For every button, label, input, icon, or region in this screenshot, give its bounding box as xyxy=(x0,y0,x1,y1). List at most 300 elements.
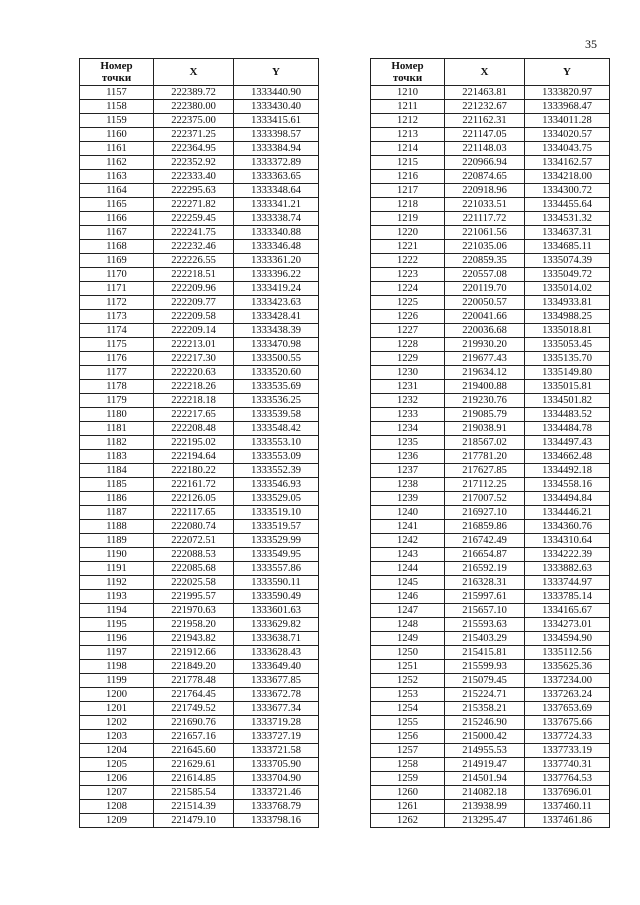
x-coordinate-cell: 221912.66 xyxy=(154,646,234,660)
y-coordinate-cell: 1335049.72 xyxy=(525,268,610,282)
table-row xyxy=(80,478,319,492)
point-number-cell: 1207 xyxy=(80,786,154,800)
x-coordinate-cell: 222226.55 xyxy=(154,254,234,268)
point-number-cell: 1191 xyxy=(80,562,154,576)
point-number-cell: 1167 xyxy=(80,226,154,240)
table-row xyxy=(371,436,610,450)
header-x: X xyxy=(445,59,525,86)
y-coordinate-cell: 1333519.57 xyxy=(234,520,319,534)
table-row xyxy=(80,240,319,254)
point-number-cell: 1179 xyxy=(80,394,154,408)
x-coordinate-cell: 222085.68 xyxy=(154,562,234,576)
point-number-cell: 1246 xyxy=(371,590,445,604)
y-coordinate-cell: 1337696.01 xyxy=(525,786,610,800)
y-coordinate-cell: 1333520.60 xyxy=(234,366,319,380)
point-number-cell: 1229 xyxy=(371,352,445,366)
x-coordinate-cell: 218567.02 xyxy=(445,436,525,450)
x-coordinate-cell: 222209.77 xyxy=(154,296,234,310)
point-number-cell: 1213 xyxy=(371,128,445,142)
y-coordinate-cell: 1333535.69 xyxy=(234,380,319,394)
table-row xyxy=(80,212,319,226)
y-coordinate-cell: 1334483.52 xyxy=(525,408,610,422)
x-coordinate-cell: 221958.20 xyxy=(154,618,234,632)
y-coordinate-cell: 1333440.90 xyxy=(234,86,319,100)
point-number-cell: 1262 xyxy=(371,814,445,828)
point-number-cell: 1205 xyxy=(80,758,154,772)
x-coordinate-cell: 221033.51 xyxy=(445,198,525,212)
x-coordinate-cell: 222218.18 xyxy=(154,394,234,408)
point-number-cell: 1225 xyxy=(371,296,445,310)
table-body-right xyxy=(371,86,610,828)
y-coordinate-cell: 1337675.66 xyxy=(525,716,610,730)
point-number-cell: 1218 xyxy=(371,198,445,212)
y-coordinate-cell: 1333548.42 xyxy=(234,422,319,436)
point-number-cell: 1242 xyxy=(371,534,445,548)
y-coordinate-cell: 1334494.84 xyxy=(525,492,610,506)
x-coordinate-cell: 215415.81 xyxy=(445,646,525,660)
y-coordinate-cell: 1333546.93 xyxy=(234,478,319,492)
point-number-cell: 1228 xyxy=(371,338,445,352)
header-point-number xyxy=(371,59,445,86)
table-row xyxy=(371,184,610,198)
point-number-cell: 1192 xyxy=(80,576,154,590)
table-row xyxy=(371,100,610,114)
x-coordinate-cell: 221585.54 xyxy=(154,786,234,800)
point-number-cell: 1244 xyxy=(371,562,445,576)
point-number-cell: 1201 xyxy=(80,702,154,716)
x-coordinate-cell: 216328.31 xyxy=(445,576,525,590)
x-coordinate-cell: 219677.43 xyxy=(445,352,525,366)
x-coordinate-cell: 222380.00 xyxy=(154,100,234,114)
x-coordinate-cell: 220050.57 xyxy=(445,296,525,310)
point-number-cell: 1190 xyxy=(80,548,154,562)
y-coordinate-cell: 1334594.90 xyxy=(525,632,610,646)
y-coordinate-cell: 1333727.19 xyxy=(234,730,319,744)
x-coordinate-cell: 220557.08 xyxy=(445,268,525,282)
x-coordinate-cell: 220918.96 xyxy=(445,184,525,198)
table-row xyxy=(371,688,610,702)
y-coordinate-cell: 1334492.18 xyxy=(525,464,610,478)
x-coordinate-cell: 220041.66 xyxy=(445,310,525,324)
point-number-cell: 1252 xyxy=(371,674,445,688)
y-coordinate-cell: 1333768.79 xyxy=(234,800,319,814)
x-coordinate-cell: 221970.63 xyxy=(154,604,234,618)
table-row xyxy=(80,800,319,814)
table-row xyxy=(371,618,610,632)
y-coordinate-cell: 1333428.41 xyxy=(234,310,319,324)
y-coordinate-cell: 1334637.31 xyxy=(525,226,610,240)
table-row xyxy=(371,576,610,590)
point-number-cell: 1247 xyxy=(371,604,445,618)
table-row xyxy=(371,422,610,436)
y-coordinate-cell: 1333529.05 xyxy=(234,492,319,506)
table-row xyxy=(80,100,319,114)
y-coordinate-cell: 1337234.00 xyxy=(525,674,610,688)
x-coordinate-cell: 215403.29 xyxy=(445,632,525,646)
point-number-cell: 1227 xyxy=(371,324,445,338)
point-number-cell: 1260 xyxy=(371,786,445,800)
point-number-cell: 1234 xyxy=(371,422,445,436)
point-number-cell: 1250 xyxy=(371,646,445,660)
x-coordinate-cell: 222259.45 xyxy=(154,212,234,226)
table-row xyxy=(371,366,610,380)
x-coordinate-cell: 222080.74 xyxy=(154,520,234,534)
table-row xyxy=(371,660,610,674)
y-coordinate-cell: 1333552.39 xyxy=(234,464,319,478)
point-number-cell: 1256 xyxy=(371,730,445,744)
point-number-cell: 1235 xyxy=(371,436,445,450)
point-number-cell: 1181 xyxy=(80,422,154,436)
x-coordinate-cell: 221479.10 xyxy=(154,814,234,828)
point-number-cell: 1226 xyxy=(371,310,445,324)
x-coordinate-cell: 221162.31 xyxy=(445,114,525,128)
point-number-cell: 1222 xyxy=(371,254,445,268)
table-row xyxy=(371,464,610,478)
y-coordinate-cell: 1333638.71 xyxy=(234,632,319,646)
x-coordinate-cell: 217627.85 xyxy=(445,464,525,478)
point-number-cell: 1230 xyxy=(371,366,445,380)
table-row xyxy=(80,744,319,758)
point-number-cell: 1210 xyxy=(371,86,445,100)
x-coordinate-cell: 221232.67 xyxy=(445,100,525,114)
table-row xyxy=(80,366,319,380)
table-row xyxy=(371,296,610,310)
x-coordinate-cell: 222220.63 xyxy=(154,366,234,380)
x-coordinate-cell: 219930.20 xyxy=(445,338,525,352)
table-row xyxy=(371,492,610,506)
table-row xyxy=(80,114,319,128)
y-coordinate-cell: 1333398.57 xyxy=(234,128,319,142)
point-number-cell: 1186 xyxy=(80,492,154,506)
table-row xyxy=(371,338,610,352)
table-row xyxy=(371,674,610,688)
point-number-cell: 1193 xyxy=(80,590,154,604)
x-coordinate-cell: 222295.63 xyxy=(154,184,234,198)
table-row xyxy=(80,450,319,464)
y-coordinate-cell: 1333719.28 xyxy=(234,716,319,730)
x-coordinate-cell: 222126.05 xyxy=(154,492,234,506)
x-coordinate-cell: 222161.72 xyxy=(154,478,234,492)
point-number-cell: 1163 xyxy=(80,170,154,184)
table-row xyxy=(371,282,610,296)
table-row xyxy=(371,268,610,282)
y-coordinate-cell: 1333820.97 xyxy=(525,86,610,100)
table-row xyxy=(80,86,319,100)
point-number-cell: 1255 xyxy=(371,716,445,730)
table-row xyxy=(80,352,319,366)
table-row xyxy=(371,632,610,646)
x-coordinate-cell: 213938.99 xyxy=(445,800,525,814)
point-number-cell: 1165 xyxy=(80,198,154,212)
y-coordinate-cell: 1333549.95 xyxy=(234,548,319,562)
table-row xyxy=(80,254,319,268)
y-coordinate-cell: 1333590.11 xyxy=(234,576,319,590)
y-coordinate-cell: 1333649.40 xyxy=(234,660,319,674)
y-coordinate-cell: 1337653.69 xyxy=(525,702,610,716)
table-row xyxy=(371,380,610,394)
table-row xyxy=(80,520,319,534)
x-coordinate-cell: 219634.12 xyxy=(445,366,525,380)
point-number-cell: 1251 xyxy=(371,660,445,674)
table-row xyxy=(371,702,610,716)
y-coordinate-cell: 1333677.34 xyxy=(234,702,319,716)
x-coordinate-cell: 220874.65 xyxy=(445,170,525,184)
point-number-cell: 1185 xyxy=(80,478,154,492)
y-coordinate-cell: 1334531.32 xyxy=(525,212,610,226)
point-number-cell: 1174 xyxy=(80,324,154,338)
point-number-cell: 1202 xyxy=(80,716,154,730)
x-coordinate-cell: 216592.19 xyxy=(445,562,525,576)
x-coordinate-cell: 221147.05 xyxy=(445,128,525,142)
x-coordinate-cell: 216654.87 xyxy=(445,548,525,562)
table-row xyxy=(371,142,610,156)
point-number-cell: 1178 xyxy=(80,380,154,394)
table-row xyxy=(371,730,610,744)
point-number-cell: 1237 xyxy=(371,464,445,478)
table-row xyxy=(80,674,319,688)
x-coordinate-cell: 221117.72 xyxy=(445,212,525,226)
x-coordinate-cell: 222364.95 xyxy=(154,142,234,156)
table-row xyxy=(371,86,610,100)
point-number-cell: 1171 xyxy=(80,282,154,296)
point-number-cell: 1215 xyxy=(371,156,445,170)
table-row xyxy=(371,646,610,660)
point-number-cell: 1211 xyxy=(371,100,445,114)
y-coordinate-cell: 1335074.39 xyxy=(525,254,610,268)
header-point-number xyxy=(80,59,154,86)
y-coordinate-cell: 1334043.75 xyxy=(525,142,610,156)
y-coordinate-cell: 1333536.25 xyxy=(234,394,319,408)
table-header-row xyxy=(371,59,610,86)
y-coordinate-cell: 1333470.98 xyxy=(234,338,319,352)
x-coordinate-cell: 219230.76 xyxy=(445,394,525,408)
point-number-cell: 1203 xyxy=(80,730,154,744)
x-coordinate-cell: 222209.58 xyxy=(154,310,234,324)
y-coordinate-cell: 1337460.11 xyxy=(525,800,610,814)
coordinates-table-left xyxy=(79,58,319,828)
y-coordinate-cell: 1333348.64 xyxy=(234,184,319,198)
y-coordinate-cell: 1333430.40 xyxy=(234,100,319,114)
y-coordinate-cell: 1333785.14 xyxy=(525,590,610,604)
table-row xyxy=(80,730,319,744)
point-number-cell: 1199 xyxy=(80,674,154,688)
point-number-cell: 1254 xyxy=(371,702,445,716)
x-coordinate-cell: 221148.03 xyxy=(445,142,525,156)
y-coordinate-cell: 1337724.33 xyxy=(525,730,610,744)
y-coordinate-cell: 1333601.63 xyxy=(234,604,319,618)
point-number-cell: 1249 xyxy=(371,632,445,646)
x-coordinate-cell: 222213.01 xyxy=(154,338,234,352)
table-row xyxy=(80,170,319,184)
x-coordinate-cell: 220966.94 xyxy=(445,156,525,170)
point-number-cell: 1214 xyxy=(371,142,445,156)
point-number-cell: 1158 xyxy=(80,100,154,114)
y-coordinate-cell: 1335625.36 xyxy=(525,660,610,674)
y-coordinate-cell: 1334273.01 xyxy=(525,618,610,632)
point-number-cell: 1243 xyxy=(371,548,445,562)
x-coordinate-cell: 221943.82 xyxy=(154,632,234,646)
point-number-cell: 1238 xyxy=(371,478,445,492)
x-coordinate-cell: 215997.61 xyxy=(445,590,525,604)
table-row xyxy=(80,324,319,338)
table-row xyxy=(80,156,319,170)
header-point-number-line1: Номер xyxy=(100,60,133,72)
point-number-cell: 1232 xyxy=(371,394,445,408)
y-coordinate-cell: 1333539.58 xyxy=(234,408,319,422)
y-coordinate-cell: 1335053.45 xyxy=(525,338,610,352)
y-coordinate-cell: 1333744.97 xyxy=(525,576,610,590)
table-row xyxy=(80,282,319,296)
x-coordinate-cell: 222389.72 xyxy=(154,86,234,100)
y-coordinate-cell: 1333705.90 xyxy=(234,758,319,772)
y-coordinate-cell: 1334497.43 xyxy=(525,436,610,450)
x-coordinate-cell: 221645.60 xyxy=(154,744,234,758)
x-coordinate-cell: 222194.64 xyxy=(154,450,234,464)
point-number-cell: 1188 xyxy=(80,520,154,534)
header-y: Y xyxy=(234,59,319,86)
table-row xyxy=(80,814,319,828)
y-coordinate-cell: 1335135.70 xyxy=(525,352,610,366)
table-row xyxy=(80,128,319,142)
y-coordinate-cell: 1335149.80 xyxy=(525,366,610,380)
y-coordinate-cell: 1334558.16 xyxy=(525,478,610,492)
y-coordinate-cell: 1334988.25 xyxy=(525,310,610,324)
table-row xyxy=(371,198,610,212)
table-row xyxy=(371,226,610,240)
x-coordinate-cell: 221995.57 xyxy=(154,590,234,604)
header-x: X xyxy=(154,59,234,86)
point-number-cell: 1209 xyxy=(80,814,154,828)
x-coordinate-cell: 221657.16 xyxy=(154,730,234,744)
point-number-cell: 1224 xyxy=(371,282,445,296)
table-row xyxy=(80,184,319,198)
table-row xyxy=(80,394,319,408)
table-row xyxy=(371,478,610,492)
table-row xyxy=(80,688,319,702)
point-number-cell: 1172 xyxy=(80,296,154,310)
table-row xyxy=(371,590,610,604)
table-row xyxy=(371,114,610,128)
table-row xyxy=(80,310,319,324)
x-coordinate-cell: 222025.58 xyxy=(154,576,234,590)
y-coordinate-cell: 1334933.81 xyxy=(525,296,610,310)
y-coordinate-cell: 1333519.10 xyxy=(234,506,319,520)
table-row xyxy=(80,492,319,506)
point-number-cell: 1159 xyxy=(80,114,154,128)
y-coordinate-cell: 1333968.47 xyxy=(525,100,610,114)
x-coordinate-cell: 214919.47 xyxy=(445,758,525,772)
x-coordinate-cell: 221690.76 xyxy=(154,716,234,730)
x-coordinate-cell: 215224.71 xyxy=(445,688,525,702)
table-row xyxy=(80,436,319,450)
x-coordinate-cell: 215000.42 xyxy=(445,730,525,744)
x-coordinate-cell: 221629.61 xyxy=(154,758,234,772)
y-coordinate-cell: 1334501.82 xyxy=(525,394,610,408)
y-coordinate-cell: 1335014.02 xyxy=(525,282,610,296)
point-number-cell: 1189 xyxy=(80,534,154,548)
y-coordinate-cell: 1333590.49 xyxy=(234,590,319,604)
x-coordinate-cell: 222333.40 xyxy=(154,170,234,184)
x-coordinate-cell: 215079.45 xyxy=(445,674,525,688)
y-coordinate-cell: 1333677.85 xyxy=(234,674,319,688)
point-number-cell: 1239 xyxy=(371,492,445,506)
y-coordinate-cell: 1333672.78 xyxy=(234,688,319,702)
table-row xyxy=(80,198,319,212)
table-row xyxy=(371,506,610,520)
table-row xyxy=(80,338,319,352)
y-coordinate-cell: 1333553.09 xyxy=(234,450,319,464)
table-row xyxy=(80,408,319,422)
x-coordinate-cell: 215593.63 xyxy=(445,618,525,632)
y-coordinate-cell: 1334011.28 xyxy=(525,114,610,128)
y-coordinate-cell: 1334162.57 xyxy=(525,156,610,170)
y-coordinate-cell: 1333721.46 xyxy=(234,786,319,800)
table-row xyxy=(80,618,319,632)
y-coordinate-cell: 1333438.39 xyxy=(234,324,319,338)
table-row xyxy=(80,702,319,716)
y-coordinate-cell: 1337263.24 xyxy=(525,688,610,702)
point-number-cell: 1194 xyxy=(80,604,154,618)
point-number-cell: 1257 xyxy=(371,744,445,758)
y-coordinate-cell: 1333557.86 xyxy=(234,562,319,576)
y-coordinate-cell: 1337733.19 xyxy=(525,744,610,758)
x-coordinate-cell: 222208.48 xyxy=(154,422,234,436)
x-coordinate-cell: 222217.65 xyxy=(154,408,234,422)
table-row xyxy=(371,212,610,226)
y-coordinate-cell: 1334455.64 xyxy=(525,198,610,212)
point-number-cell: 1170 xyxy=(80,268,154,282)
table-row xyxy=(80,786,319,800)
y-coordinate-cell: 1333363.65 xyxy=(234,170,319,184)
y-coordinate-cell: 1334020.57 xyxy=(525,128,610,142)
table-row xyxy=(371,408,610,422)
table-row xyxy=(371,814,610,828)
x-coordinate-cell: 221514.39 xyxy=(154,800,234,814)
point-number-cell: 1258 xyxy=(371,758,445,772)
point-number-cell: 1221 xyxy=(371,240,445,254)
table-row xyxy=(80,772,319,786)
table-body-left xyxy=(80,86,319,828)
x-coordinate-cell: 215246.90 xyxy=(445,716,525,730)
point-number-cell: 1196 xyxy=(80,632,154,646)
table-row xyxy=(371,352,610,366)
point-number-cell: 1219 xyxy=(371,212,445,226)
x-coordinate-cell: 221614.85 xyxy=(154,772,234,786)
point-number-cell: 1168 xyxy=(80,240,154,254)
table-row xyxy=(80,646,319,660)
x-coordinate-cell: 214955.53 xyxy=(445,744,525,758)
table-row xyxy=(80,296,319,310)
x-coordinate-cell: 217112.25 xyxy=(445,478,525,492)
point-number-cell: 1216 xyxy=(371,170,445,184)
y-coordinate-cell: 1333628.43 xyxy=(234,646,319,660)
y-coordinate-cell: 1337764.53 xyxy=(525,772,610,786)
y-coordinate-cell: 1333500.55 xyxy=(234,352,319,366)
table-row xyxy=(371,786,610,800)
y-coordinate-cell: 1334310.64 xyxy=(525,534,610,548)
x-coordinate-cell: 216742.49 xyxy=(445,534,525,548)
y-coordinate-cell: 1334662.48 xyxy=(525,450,610,464)
x-coordinate-cell: 215599.93 xyxy=(445,660,525,674)
point-number-cell: 1177 xyxy=(80,366,154,380)
x-coordinate-cell: 222072.51 xyxy=(154,534,234,548)
point-number-cell: 1175 xyxy=(80,338,154,352)
y-coordinate-cell: 1333384.94 xyxy=(234,142,319,156)
x-coordinate-cell: 222352.92 xyxy=(154,156,234,170)
point-number-cell: 1162 xyxy=(80,156,154,170)
x-coordinate-cell: 217781.20 xyxy=(445,450,525,464)
y-coordinate-cell: 1333529.99 xyxy=(234,534,319,548)
